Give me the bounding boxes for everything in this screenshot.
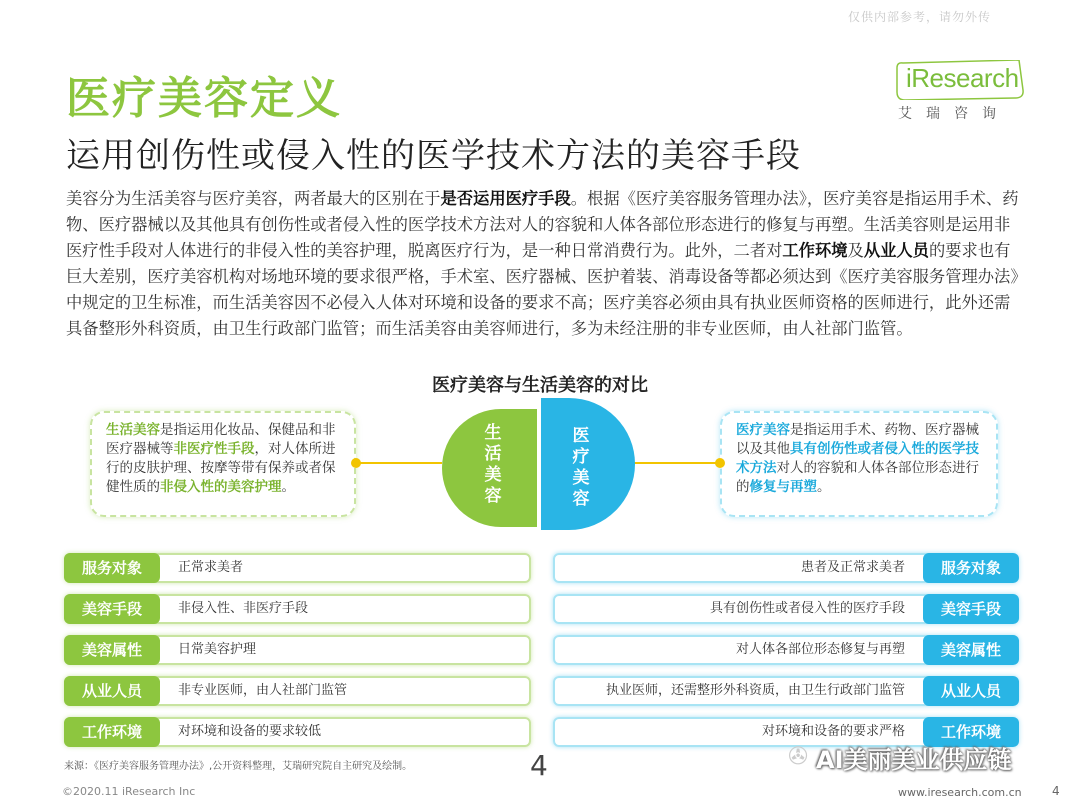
life-beauty-row: [64, 635, 531, 665]
row-label-left: 美容属性: [64, 635, 160, 665]
description-highlight: 具有创伤性或者侵入性的医学技术方法: [736, 441, 979, 476]
comparison-title: 医疗美容与生活美容的对比: [432, 375, 648, 396]
medical-beauty-row: [553, 553, 1019, 583]
description-text: 对人的容貌和人体各部位形态进行的: [736, 460, 979, 495]
medical-beauty-row: [553, 594, 1019, 624]
life-beauty-row: [64, 717, 531, 747]
medical-beauty-row: [553, 676, 1019, 706]
row-value-right: 执业医师，还需整形外科资质，由卫生行政部门监管: [605, 683, 905, 698]
description-highlight: 修复与再塑: [749, 479, 817, 495]
description-highlight: 生活美容: [106, 422, 160, 438]
row-label-left: 从业人员: [64, 676, 160, 706]
paragraph-text: 美容分为生活美容与医疗美容，两者最大的区别在于: [66, 189, 441, 208]
medical-beauty-row: [553, 635, 1019, 665]
footer-page-number: 4: [1052, 784, 1060, 798]
row-value-right: 患者及正常求美者: [800, 560, 905, 575]
life-beauty-description: [90, 411, 356, 517]
life-beauty-row: [64, 594, 531, 624]
paragraph-emphasis: 从业人员: [863, 241, 929, 260]
wechat-watermark: AI美丽美业供应链: [816, 746, 1012, 774]
medical-beauty-description: [720, 411, 998, 517]
life-beauty-row: [64, 553, 531, 583]
description-text: 。: [817, 479, 831, 495]
row-value-left: 非专业医师，由人社部门监管: [178, 683, 348, 698]
page-number: 4: [530, 749, 548, 782]
row-label-right: 美容手段: [923, 594, 1019, 624]
iresearch-logo-cn: 艾瑞咨询: [898, 106, 1010, 122]
row-value-left: 正常求美者: [178, 560, 244, 575]
paragraph-emphasis: 工作环境: [782, 241, 848, 260]
description-text: 是指运用手术、药物、医疗器械以及其他: [736, 422, 979, 457]
description-highlight: 非侵入性的美容护理: [160, 479, 282, 495]
source-note: 来源：《医疗美容服务管理办法》,公开资料整理，艾瑞研究院自主研究及绘制。: [64, 761, 413, 772]
footer-url[interactable]: www.iresearch.com.cn: [898, 786, 1022, 799]
confidential-notice: 仅供内部参考，请勿外传: [848, 10, 992, 24]
row-value-left: 非侵入性、非医疗手段: [178, 601, 309, 616]
row-label-left: 工作环境: [64, 717, 160, 747]
row-value-right: 对环境和设备的要求严格: [761, 724, 905, 739]
iresearch-logo: iResearch: [906, 63, 1019, 93]
row-label-right: 工作环境: [923, 717, 1019, 747]
description-text: 是指运用化妆品、保健品和非医疗器械等: [106, 422, 336, 457]
paragraph-text: 。根据《医疗美容服务管理办法》，医疗美容是指运用手术、药物、医疗器械以及其他具有创伤性或者侵入性的医学技术方法对人的容貌和人体各部位形态进行的修复与再塑。生活美容则是运用非医疗性手段对人体进行的非侵入性的美容护理，脱离医疗行为，是一种日常消费行为。此外，二者对: [66, 189, 1019, 260]
intro-paragraph: [66, 186, 1022, 342]
connector-dot-right: [715, 458, 725, 468]
description-text: 。: [281, 479, 295, 495]
page-subtitle: 运用创伤性或侵入性的医学技术方法的美容手段: [66, 136, 801, 176]
connector-dot-left: [351, 458, 361, 468]
row-value-left: 对环境和设备的要求较低: [178, 724, 322, 739]
paragraph-text: 及: [847, 241, 864, 260]
connector-right: [634, 462, 720, 464]
life-beauty-circle-label: 生活美容: [484, 423, 502, 506]
row-value-right: 对人体各部位形态修复与再塑: [735, 642, 905, 657]
description-highlight: 非医疗性手段: [173, 441, 255, 457]
row-label-left: 服务对象: [64, 553, 160, 583]
page-title: 医疗美容定义: [66, 73, 342, 124]
row-value-right: 具有创伤性或者侵入性的医疗手段: [709, 601, 905, 616]
row-value-left: 日常美容护理: [178, 642, 257, 657]
wechat-icon: ✇: [788, 742, 809, 770]
paragraph-text: 的要求也有巨大差别，医疗美容机构对场地环境的要求很严格，手术室、医疗器械、医护着装、消毒设备等都必须达到《医疗美容服务管理办法》中规定的卫生标准，而生活美容因不必侵入人体对环境和设备的要求不高；医疗美容必须由具有执业医师资格的医师进行，此外还需具备整形外科资质，由卫生行政部门监管；而生活美容由美容师进行，多为未经注册的非专业医师，由人社部门监管。: [66, 241, 1019, 338]
paragraph-emphasis: 是否运用医疗手段: [440, 189, 571, 208]
row-label-left: 美容手段: [64, 594, 160, 624]
row-label-right: 从业人员: [923, 676, 1019, 706]
medical-beauty-circle-label: 医疗美容: [572, 426, 590, 509]
connector-left: [356, 462, 442, 464]
footer-copyright: ©2020.11 iResearch Inc: [62, 785, 196, 798]
row-label-right: 美容属性: [923, 635, 1019, 665]
description-text: ，对人体所进行的皮肤护理、按摩等带有保养或者保健性质的: [106, 441, 336, 495]
life-beauty-row: [64, 676, 531, 706]
row-label-right: 服务对象: [923, 553, 1019, 583]
description-highlight: 医疗美容: [736, 422, 790, 438]
